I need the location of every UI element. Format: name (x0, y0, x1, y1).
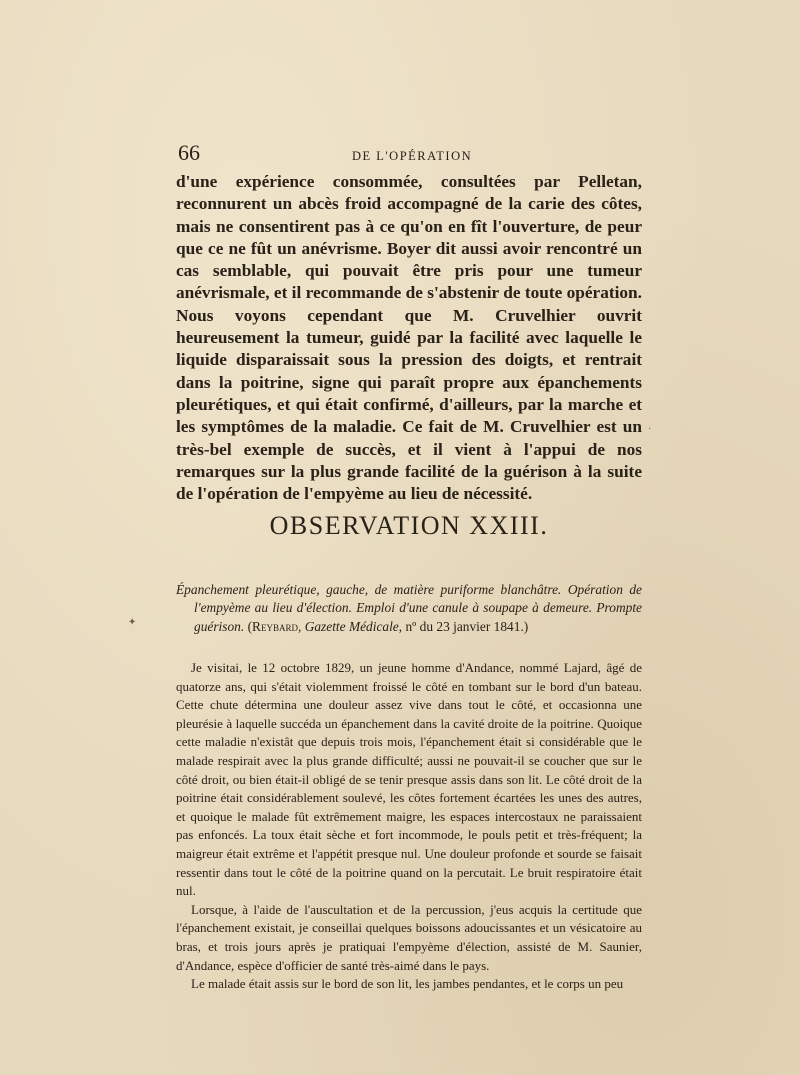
source-sep: , (297, 618, 305, 634)
margin-speck: ✦ (128, 617, 137, 628)
source-open: ( (247, 618, 253, 634)
source-journal: Gazette Médicale (304, 618, 399, 634)
page-number: 66 (178, 140, 200, 165)
summary-text: Épanchement pleurétique, gauche, de matière puriforme blanchâtre. Opération de l'empyème au lieu d'élection. Emploi d'une canule à soupape à demeure. Prompte guérison. (176, 582, 642, 634)
source-author: Reybard (252, 618, 298, 634)
observation-title: OBSERVATION XXIII. (269, 511, 549, 540)
case-paragraph: Le malade était assis sur le bord de son lit, les jambes pendantes, et le corps un peu (191, 976, 624, 992)
margin-speck: · (648, 424, 652, 435)
running-head: DE L'OPÉRATION (352, 149, 473, 163)
observation-summary (176, 581, 642, 636)
case-paragraph: Je visitai, le 12 octobre 1829, un jeune homme d'Andance, nommé Lajard, âgé de quatorze ans, qui s'était violemment froissé le côté en tombant sur le bord d'un bateau. Cette chute détermina une douleur assez vive dans tout le côté, et occasionna une pleurésie à laquelle succéda un épanchement dans la cavité droite de la poitrine. Quoique cette maladie n'existât que depuis trois mois, l'épanchement était si considérable que le malade respirait avec la plus grande difficulté; aussi ne pouvait-il se coucher que sur le côté droit, ou bien était-il obligé de se tenir presque assis dans son lit. Le côté droit de la poitrine était considérablement soulevé, les côtes fortement écartées les unes des autres, et quoique le malade fût extrêmement maigre, les espaces intercostaux ne paraissaient pas enfoncés. La toux était sèche et fort incommode, le pouls petit et très-fréquent; la maigreur était extrême et l'appétit presque nul. Une douleur profonde et sourde se faisait ressentir dans tout le côté de la poitrine quand on la percutait. Le bruit respiratoire était nul. (176, 660, 642, 899)
case-paragraph: Lorsque, à l'aide de l'auscultation et de la percussion, j'eus acquis la certitude que l'épanchement existait, je conseillai quelques boissons adoucissantes et un vésicatoire au bras, et trois jours après je pratiquai l'empyème d'élection, assisté de M. Saunier, d'Andance, espèce d'officier de santé très-aimé dans le pays. (176, 901, 642, 973)
case-report (176, 659, 642, 994)
main-paragraph: d'une expérience consommée, consultées par Pelletan, reconnurent un abcès froid accompagné de la carie des côtes, mais ne consentirent pas à ce qu'on en fît l'ouverture, de peur que ce ne fût un anévrisme. Boyer dit aussi avoir rencontré un cas semblable, qui pouvait être pris pour une tumeur anévrismale, et il recommande de s'abstenir de toute opération. Nous voyons cependant que M. Cruvelhier ouvrit heureusement la tumeur, guidé par la facilité avec laquelle le liquide disparaissait sous la pression des doigts, et rentrait dans la poitrine, signe qui paraît propre aux épanchements pleurétiques, et qui était confirmé, d'ailleurs, par la marche et les symptômes de la maladie. Ce fait de M. Cruvelhier est un très-bel exemple de succès, et il vient à l'appui de nos remarques sur la plus grande facilité de la guérison à la suite de l'opération de l'empyème au lieu de nécessité. (176, 172, 642, 504)
page-header (176, 140, 642, 170)
source-date: , nº du 23 janvier 1841.) (398, 618, 529, 634)
summary-source (248, 619, 529, 634)
